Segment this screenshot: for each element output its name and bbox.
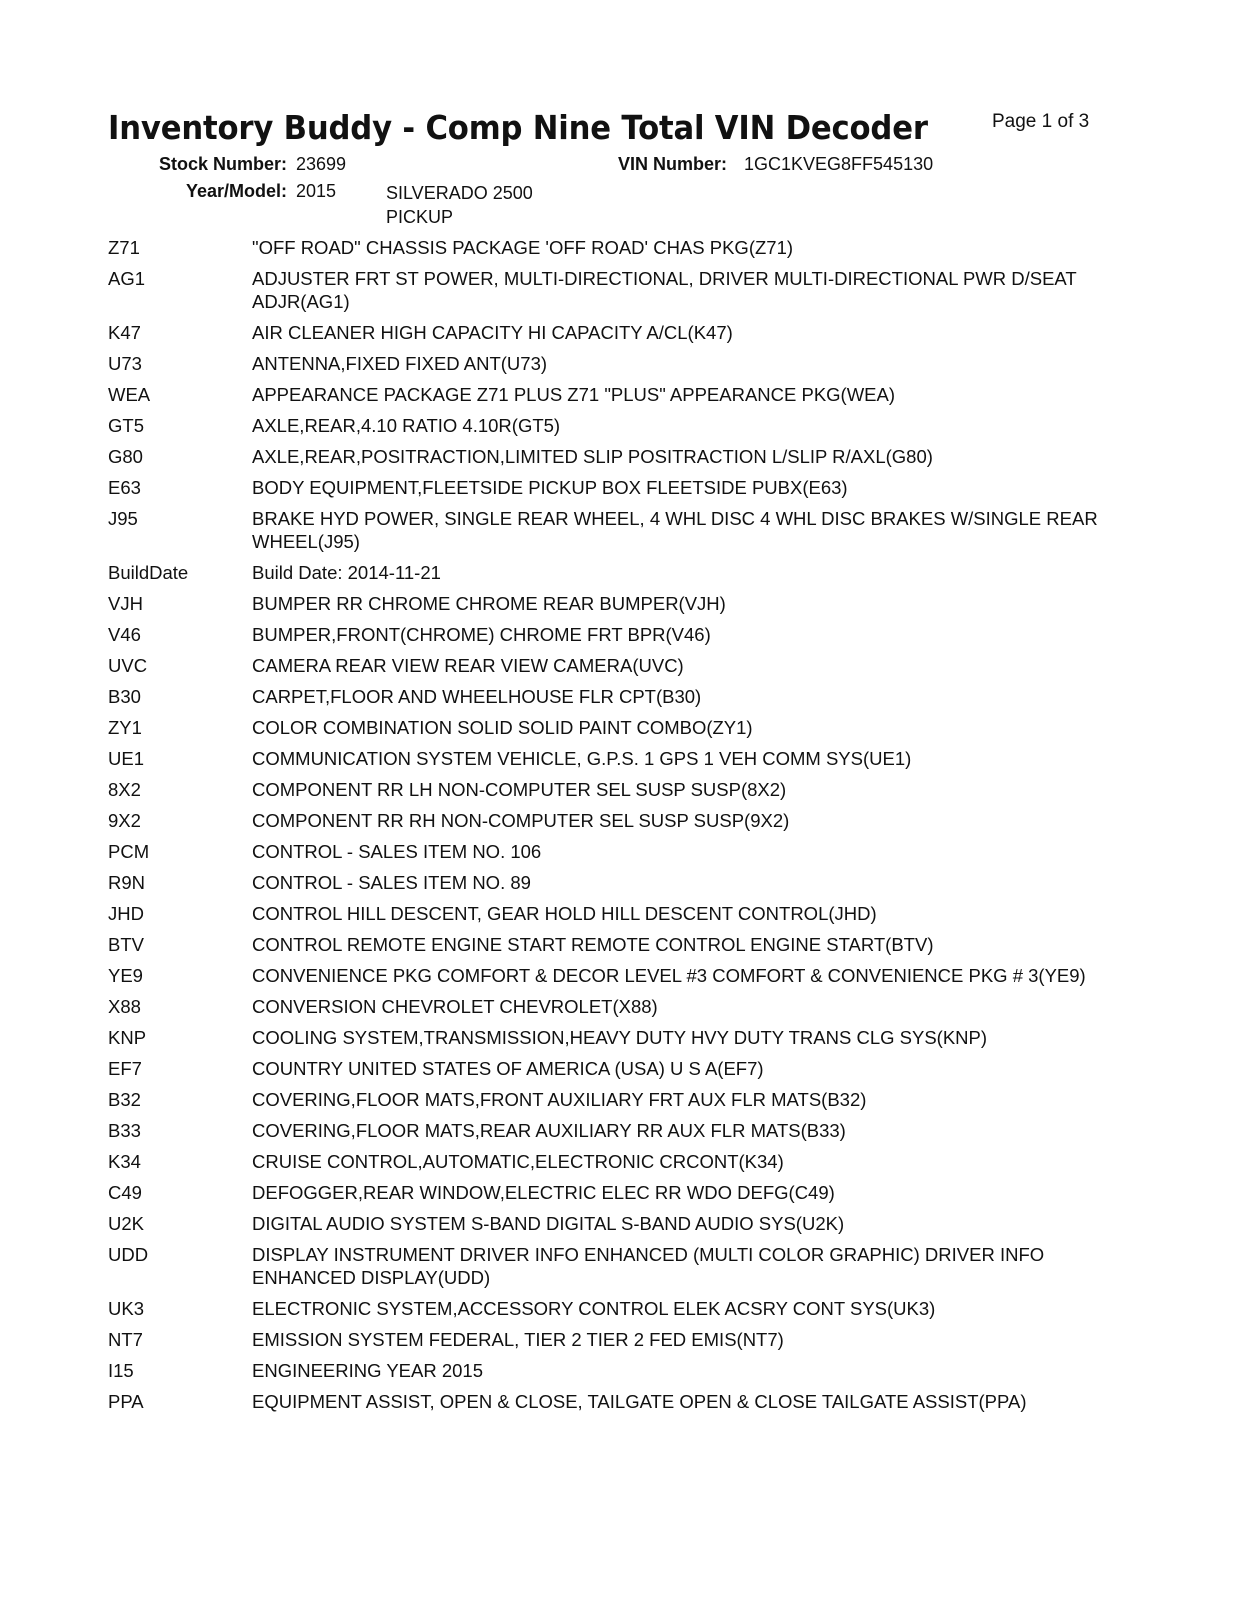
option-code: UVC <box>108 655 148 676</box>
option-row <box>108 561 1118 584</box>
option-row <box>108 1212 1118 1235</box>
option-description: CONTROL - SALES ITEM NO. 89 <box>252 872 531 893</box>
option-code-list <box>108 236 1118 1421</box>
option-code: U73 <box>108 353 142 374</box>
option-row <box>108 414 1118 437</box>
option-row <box>108 1057 1118 1080</box>
option-description: BODY EQUIPMENT,FLEETSIDE PICKUP BOX FLEETSIDE PUBX(E63) <box>252 477 848 498</box>
option-description: DIGITAL AUDIO SYSTEM S-BAND DIGITAL S-BAND AUDIO SYS(U2K) <box>252 1213 845 1234</box>
option-row <box>108 1088 1118 1111</box>
option-code: VJH <box>108 593 143 614</box>
option-description: AXLE,REAR,4.10 RATIO 4.10R(GT5) <box>252 415 561 436</box>
option-row <box>108 352 1118 375</box>
option-code: K34 <box>108 1151 141 1172</box>
option-row <box>108 685 1118 708</box>
option-row <box>108 964 1118 987</box>
option-row <box>108 445 1118 468</box>
option-code: B30 <box>108 686 141 707</box>
option-description: CONTROL - SALES ITEM NO. 106 <box>252 841 542 862</box>
option-code: I15 <box>108 1360 134 1381</box>
option-code: UDD <box>108 1244 149 1265</box>
option-description: ELECTRONIC SYSTEM,ACCESSORY CONTROL ELEK ACSRY CONT SYS(UK3) <box>252 1298 936 1319</box>
option-row <box>108 1150 1118 1173</box>
option-code: U2K <box>108 1213 144 1234</box>
option-code: C49 <box>108 1182 142 1203</box>
option-code: KNP <box>108 1027 147 1048</box>
option-description: AXLE,REAR,POSITRACTION,LIMITED SLIP POSITRACTION L/SLIP R/AXL(G80) <box>252 446 933 467</box>
stock-number-label: Stock Number: <box>158 154 287 174</box>
option-description: DISPLAY INSTRUMENT DRIVER INFO ENHANCED (MULTI COLOR GRAPHIC) DRIVER INFO ENHANCED DISPLAY(UDD) <box>252 1244 1045 1288</box>
option-row <box>108 871 1118 894</box>
option-description: AIR CLEANER HIGH CAPACITY HI CAPACITY A/CL(K47) <box>252 322 733 343</box>
option-description: EQUIPMENT ASSIST, OPEN & CLOSE, TAILGATE OPEN & CLOSE TAILGATE ASSIST(PPA) <box>252 1391 1027 1412</box>
option-description: APPEARANCE PACKAGE Z71 PLUS Z71 "PLUS" APPEARANCE PKG(WEA) <box>252 384 896 405</box>
option-code: X88 <box>108 996 141 1017</box>
option-code: BTV <box>108 934 144 955</box>
option-code: ZY1 <box>108 717 142 738</box>
option-description: EMISSION SYSTEM FEDERAL, TIER 2 TIER 2 FED EMIS(NT7) <box>252 1329 784 1350</box>
option-description: ADJUSTER FRT ST POWER, MULTI-DIRECTIONAL, DRIVER MULTI-DIRECTIONAL PWR D/SEAT ADJR(AG1) <box>252 268 1077 312</box>
option-row <box>108 654 1118 677</box>
option-row <box>108 592 1118 615</box>
option-code: B33 <box>108 1120 141 1141</box>
option-description: COVERING,FLOOR MATS,REAR AUXILIARY RR AUX FLR MATS(B33) <box>252 1120 846 1141</box>
vin-number-value: 1GC1KVEG8FF545130 <box>744 154 934 174</box>
option-code: 8X2 <box>108 779 141 800</box>
option-description: COMPONENT RR RH NON-COMPUTER SEL SUSP SUSP(9X2) <box>252 810 790 831</box>
option-description: BRAKE HYD POWER, SINGLE REAR WHEEL, 4 WHL DISC 4 WHL DISC BRAKES W/SINGLE REAR WHEEL(J95) <box>252 508 1098 552</box>
option-code: JHD <box>108 903 144 924</box>
option-row <box>108 623 1118 646</box>
option-code: R9N <box>108 872 146 893</box>
option-description: COUNTRY UNITED STATES OF AMERICA (USA) U S A(EF7) <box>252 1058 764 1079</box>
option-description: CONVERSION CHEVROLET CHEVROLET(X88) <box>252 996 658 1017</box>
option-code: BuildDate <box>108 562 189 583</box>
option-code: NT7 <box>108 1329 143 1350</box>
option-code: WEA <box>108 384 151 405</box>
option-description: CRUISE CONTROL,AUTOMATIC,ELECTRONIC CRCONT(K34) <box>252 1151 784 1172</box>
option-row <box>108 1297 1118 1320</box>
option-description: CONTROL REMOTE ENGINE START REMOTE CONTROL ENGINE START(BTV) <box>252 934 934 955</box>
option-code: J95 <box>108 508 138 529</box>
option-description: BUMPER RR CHROME CHROME REAR BUMPER(VJH) <box>252 593 726 614</box>
option-description: Build Date: 2014-11-21 <box>252 562 441 583</box>
option-row <box>108 840 1118 863</box>
option-row <box>108 1119 1118 1142</box>
option-code: PPA <box>108 1391 144 1412</box>
option-code: V46 <box>108 624 141 645</box>
option-description: CONTROL HILL DESCENT, GEAR HOLD HILL DESCENT CONTROL(JHD) <box>252 903 877 924</box>
option-row <box>108 902 1118 925</box>
option-code: GT5 <box>108 415 144 436</box>
option-row <box>108 383 1118 406</box>
option-row <box>108 1328 1118 1351</box>
option-row <box>108 809 1118 832</box>
option-row <box>108 507 1118 553</box>
option-code: EF7 <box>108 1058 142 1079</box>
option-code: 9X2 <box>108 810 141 831</box>
option-description: COMPONENT RR LH NON-COMPUTER SEL SUSP SUSP(8X2) <box>252 779 787 800</box>
option-description: COMMUNICATION SYSTEM VEHICLE, G.P.S. 1 GPS 1 VEH COMM SYS(UE1) <box>252 748 912 769</box>
option-row <box>108 321 1118 344</box>
option-row <box>108 778 1118 801</box>
option-description: COOLING SYSTEM,TRANSMISSION,HEAVY DUTY HVY DUTY TRANS CLG SYS(KNP) <box>252 1027 988 1048</box>
year-value: 2015 <box>296 181 337 201</box>
option-row <box>108 716 1118 739</box>
option-description: COLOR COMBINATION SOLID SOLID PAINT COMBO(ZY1) <box>252 717 753 738</box>
option-description: BUMPER,FRONT(CHROME) CHROME FRT BPR(V46) <box>252 624 711 645</box>
option-description: CAMERA REAR VIEW REAR VIEW CAMERA(UVC) <box>252 655 684 676</box>
option-row <box>108 995 1118 1018</box>
option-description: DEFOGGER,REAR WINDOW,ELECTRIC ELEC RR WDO DEFG(C49) <box>252 1182 835 1203</box>
option-code: K47 <box>108 322 141 343</box>
option-code: AG1 <box>108 268 146 289</box>
option-row <box>108 1181 1118 1204</box>
option-code: UK3 <box>108 1298 144 1319</box>
option-row <box>108 267 1118 313</box>
option-row <box>108 1026 1118 1049</box>
option-code: PCM <box>108 841 150 862</box>
option-row <box>108 933 1118 956</box>
option-code: YE9 <box>108 965 143 986</box>
option-row <box>108 1359 1118 1382</box>
option-code: B32 <box>108 1089 141 1110</box>
option-code: E63 <box>108 477 141 498</box>
page-title: Inventory Buddy - Comp Nine Total VIN Decoder <box>108 108 928 147</box>
option-row <box>108 1243 1118 1289</box>
model-value: SILVERADO 2500 PICKUP <box>386 183 533 227</box>
option-description: CARPET,FLOOR AND WHEELHOUSE FLR CPT(B30) <box>252 686 702 707</box>
option-description: COVERING,FLOOR MATS,FRONT AUXILIARY FRT AUX FLR MATS(B32) <box>252 1089 867 1110</box>
option-description: CONVENIENCE PKG COMFORT & DECOR LEVEL #3 COMFORT & CONVENIENCE PKG # 3(YE9) <box>252 965 1086 986</box>
option-row <box>108 747 1118 770</box>
option-description: ENGINEERING YEAR 2015 <box>252 1360 483 1381</box>
option-code: G80 <box>108 446 143 467</box>
option-row <box>108 236 1118 259</box>
option-code: Z71 <box>108 237 140 258</box>
option-description: "OFF ROAD" CHASSIS PACKAGE 'OFF ROAD' CHAS PKG(Z71) <box>252 237 794 258</box>
option-row <box>108 476 1118 499</box>
option-code: UE1 <box>108 748 144 769</box>
vin-number-label: VIN Number: <box>617 154 727 174</box>
option-description: ANTENNA,FIXED FIXED ANT(U73) <box>252 353 548 374</box>
page-number: Page 1 of 3 <box>992 111 1090 132</box>
stock-number-value: 23699 <box>296 154 347 174</box>
year-model-label: Year/Model: <box>185 181 287 201</box>
option-row <box>108 1390 1118 1413</box>
